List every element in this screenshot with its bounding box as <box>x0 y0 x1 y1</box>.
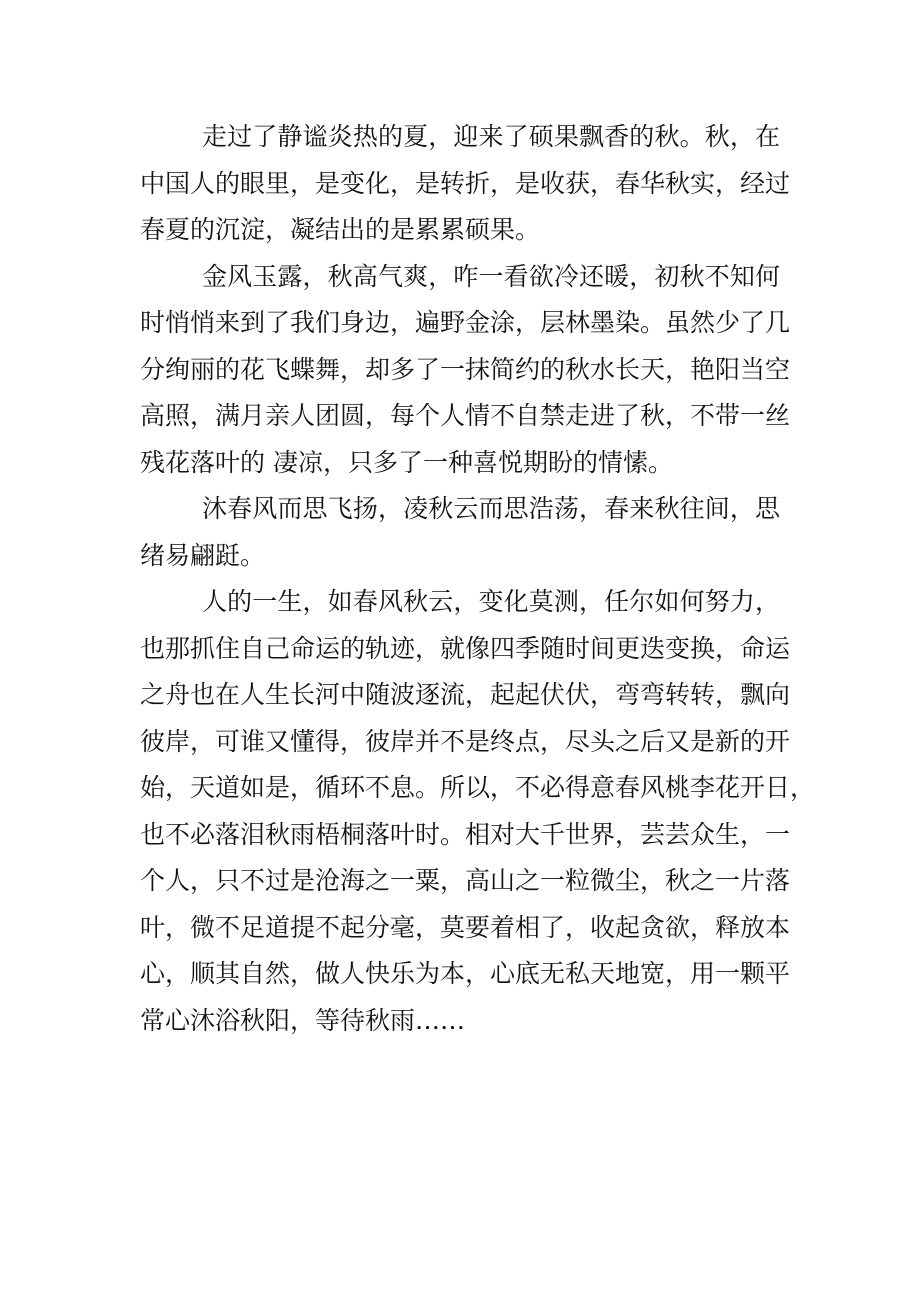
text-line: 分绚丽的花飞蝶舞，却多了一抹简约的秋水长天，艳阳当空 <box>140 354 791 384</box>
text-line: 走过了静谧炎热的夏，迎来了硕果飘香的秋。秋，在 <box>202 122 780 151</box>
text-line: 个人，只不过是沧海之一粟，高山之一粒微尘，秋之一片落 <box>140 866 791 895</box>
text-line: 金风玉露，秋高气爽，咋一看欲冷还暖，初秋不知何 <box>202 261 780 291</box>
paragraph-4 <box>140 579 816 1044</box>
text-line: 也那抓住自己命运的轨迹，就像四季随时间更迭变换，命运 <box>140 633 791 663</box>
text-line: 也不必落泪秋雨梧桐落叶时。相对大千世界，芸芸众生，一 <box>140 819 791 849</box>
text-line: 中国人的眼里，是变化，是转折，是收获，春华秋实，经过 <box>140 168 791 198</box>
article-body <box>140 114 816 1044</box>
text-line: 之舟也在人生长河中随波逐流，起起伏伏，弯弯转转，飘向 <box>140 680 791 709</box>
text-line: 高照，满月亲人团圆，每个人情不自禁走进了秋，不带一丝 <box>140 401 791 430</box>
text-line: 人的一生，如春风秋云，变化莫测，任尔如何努力， <box>202 587 780 616</box>
text-line: 彼岸，可谁又懂得，彼岸并不是终点，尽头之后又是新的开 <box>140 726 791 756</box>
text-line: 常心沐浴秋阳，等待秋雨…… <box>140 1005 466 1035</box>
text-line: 春夏的沉淀，凝结出的是累累硕果。 <box>140 215 541 244</box>
text-line: 始，天道如是，循环不息。所以，不必得意春风桃李花开日， <box>140 773 816 802</box>
text-line: 时悄悄来到了我们身边，遍野金涂，层林墨染。虽然少了几 <box>140 308 791 337</box>
text-line: 绪易翩跹。 <box>140 540 266 570</box>
paragraph-2 <box>140 254 791 487</box>
paragraph-3 <box>140 486 780 579</box>
text-line: 叶，微不足道提不起分毫，莫要着相了，收起贪欲，释放本 <box>140 912 791 942</box>
text-line: 残花落叶的 凄凉，只多了一种喜悦期盼的情愫。 <box>140 447 673 477</box>
text-line: 沐春风而思飞扬，凌秋云而思浩荡，春来秋往间，思 <box>202 494 780 523</box>
paragraph-1 <box>140 114 791 254</box>
text-line: 心，顺其自然，做人快乐为本，心底无私天地宽，用一颗平 <box>140 959 791 988</box>
